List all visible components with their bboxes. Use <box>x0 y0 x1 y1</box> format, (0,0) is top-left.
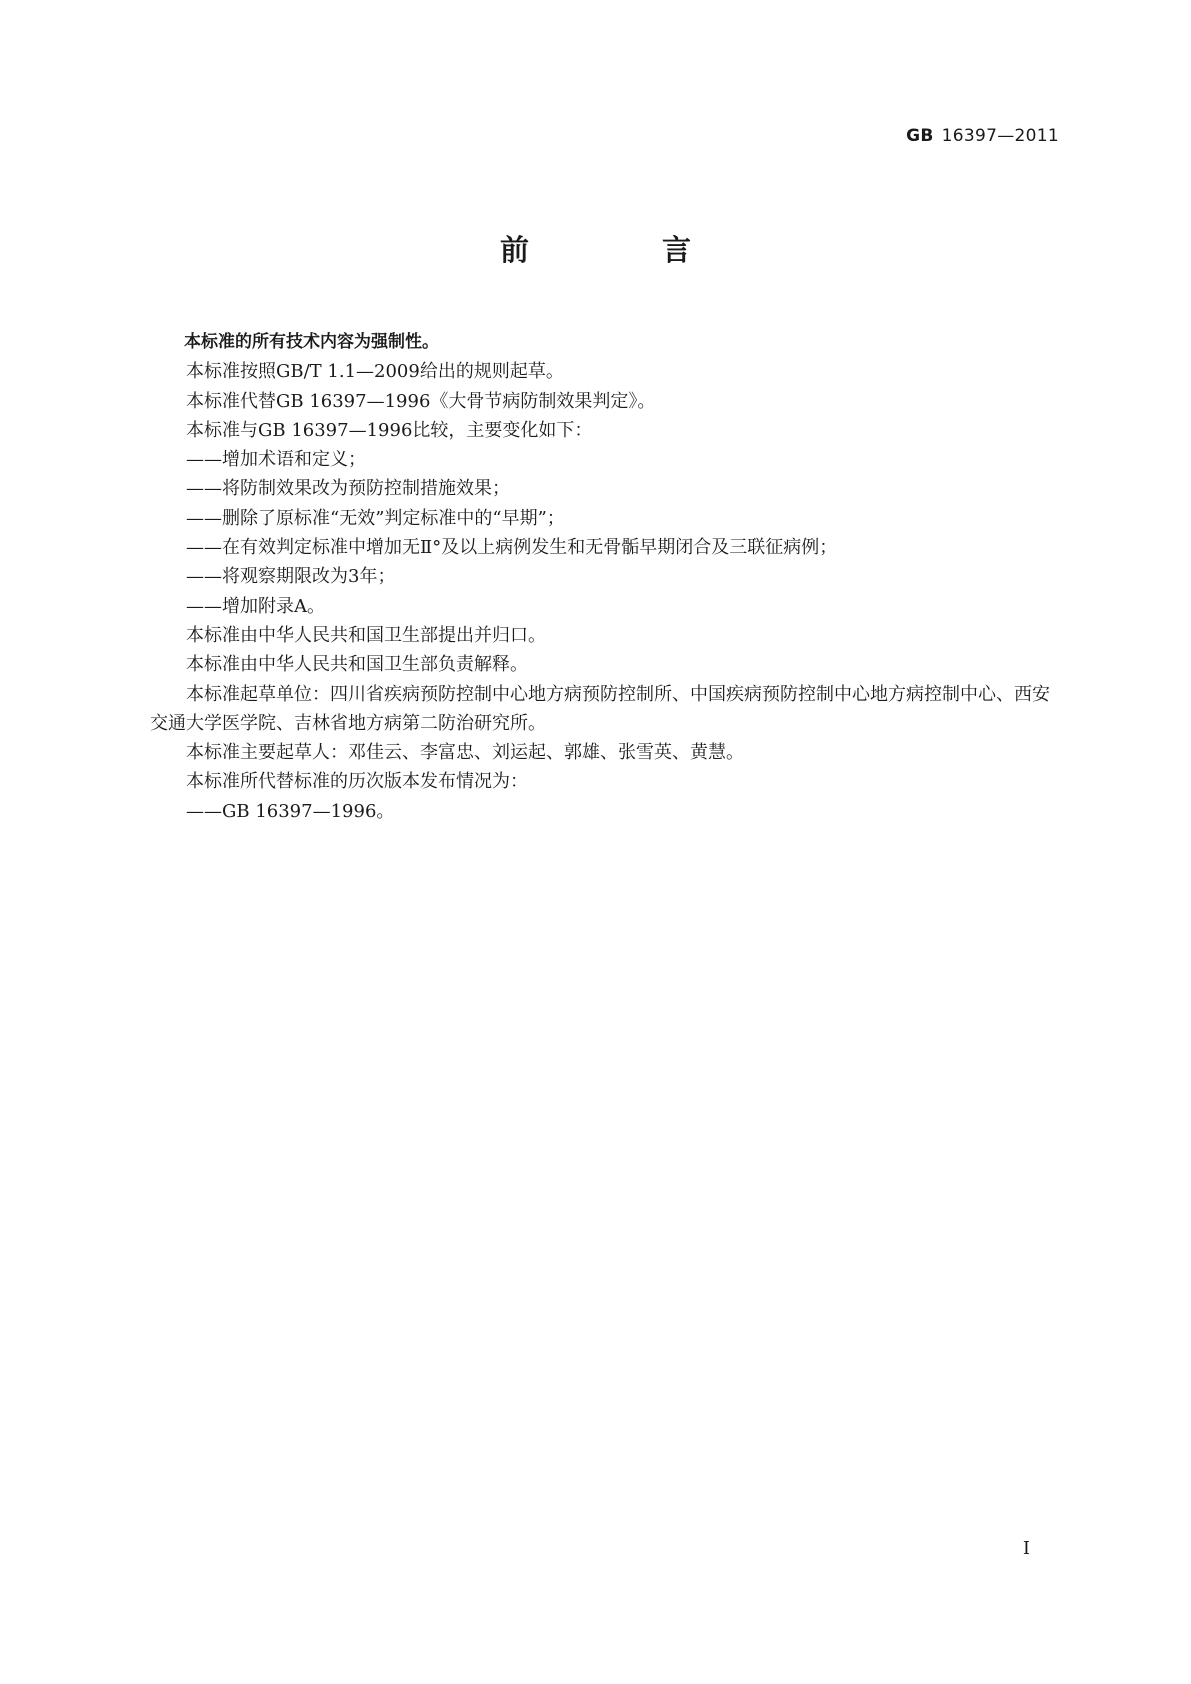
version-history-intro: 本标准所代替标准的历次版本发布情况为： <box>186 771 528 793</box>
mandatory-statement: 本标准的所有技术内容为强制性。 <box>184 332 439 352</box>
replacement-paragraph: 本标准代替GB 16397—1996《大骨节病防制效果判定》。 <box>186 390 656 412</box>
standard-number: 16397—2011 <box>941 126 1059 146</box>
change-item: ——将观察期限改为3年； <box>186 566 396 588</box>
drafting-rules-paragraph: 本标准按照GB/T 1.1—2009给出的规则起草。 <box>186 361 564 383</box>
standard-number-header <box>906 126 1059 146</box>
page-title: 前 言 <box>499 233 743 267</box>
change-item: ——将防制效果改为预防控制措施效果； <box>186 478 510 500</box>
proposer-paragraph: 本标准由中华人民共和国卫生部提出并归口。 <box>186 624 546 646</box>
changes-intro-paragraph: 本标准与GB 16397—1996比较，主要变化如下： <box>186 419 593 441</box>
page-number: I <box>1022 1538 1030 1559</box>
drafters-paragraph: 本标准主要起草人：邓佳云、李富忠、刘运起、郭雄、张雪英、黄慧。 <box>186 742 744 764</box>
version-history-item: ——GB 16397—1996。 <box>186 800 395 822</box>
drafting-units-paragraph: 本标准起草单位：四川省疾病预防控制中心地方病预防控制所、中国疾病预防控制中心地方病控制中心、西安交通大学医学院、吉林省地方病第二防治研究所。 <box>150 683 1050 734</box>
interpretation-paragraph: 本标准由中华人民共和国卫生部负责解释。 <box>186 654 528 676</box>
change-item: ——在有效判定标准中增加无Ⅱ°及以上病例发生和无骨骺早期闭合及三联征病例； <box>186 537 838 559</box>
standard-prefix: GB <box>906 126 934 146</box>
change-item: ——增加附录A。 <box>186 595 325 617</box>
foreword-body <box>150 328 1060 826</box>
change-item: ——删除了原标准“无效”判定标准中的“早期”； <box>186 507 565 529</box>
change-item: ——增加术语和定义； <box>186 449 366 471</box>
